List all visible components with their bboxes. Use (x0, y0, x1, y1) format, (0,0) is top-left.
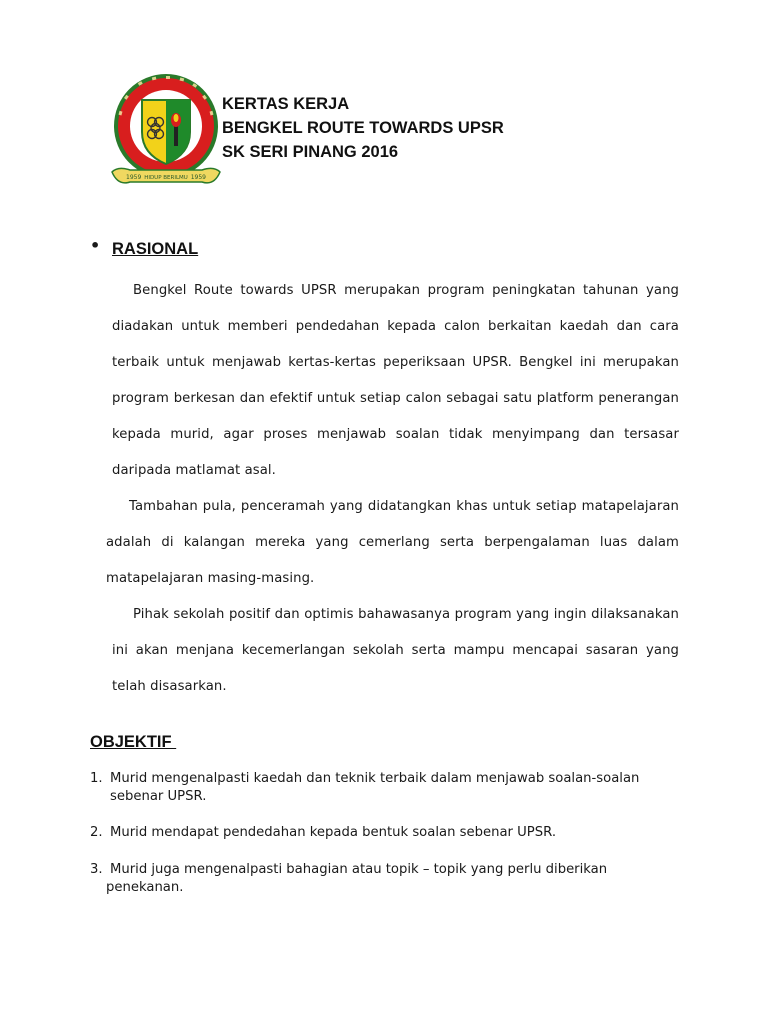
rasional-p3-line-1: Pihak sekolah positif dan optimis bahawasanya program yang ingin dilaksanakan (133, 607, 679, 622)
title-line-2: BENGKEL ROUTE TOWARDS UPSR (222, 119, 504, 137)
svg-text:1959: 1959 (126, 174, 142, 181)
rasional-heading: RASIONAL (112, 240, 199, 258)
svg-text:HIDUP BERILMU: HIDUP BERILMU (144, 175, 188, 181)
rasional-p2-line-1: Tambahan pula, penceramah yang didatangkan khas untuk setiap matapelajaran (129, 499, 679, 514)
svg-text:1959: 1959 (190, 174, 206, 181)
title-line-1: KERTAS KERJA (222, 95, 350, 113)
rasional-p1-line-4: program berkesan dan efektif untuk setiap calon sebagai satu platform penerangan (112, 391, 679, 406)
list-text-line-2: sebenar UPSR. (110, 789, 207, 804)
school-crest-icon (108, 70, 224, 192)
list-text-line-2: penekanan. (106, 880, 184, 895)
list-text-line-1: Murid mengenalpasti kaedah dan teknik terbaik dalam menjawab soalan-soalan (110, 771, 640, 786)
document-title-block (222, 92, 504, 164)
rasional-p1-line-6: daripada matlamat asal. (112, 463, 276, 478)
bullet-icon: • (90, 236, 101, 255)
objektif-item-3 (90, 861, 607, 897)
rasional-p2-line-2: adalah di kalangan mereka yang cemerlang serta berpengalaman luas dalam (106, 535, 679, 550)
rasional-p3-line-3: telah disasarkan. (112, 679, 227, 694)
objektif-item-1 (90, 770, 639, 806)
school-crest-logo (108, 70, 224, 192)
rasional-p1-line-1: Bengkel Route towards UPSR merupakan program peningkatan tahunan yang (133, 283, 679, 298)
list-number: 1. (90, 771, 103, 786)
list-number: 3. (90, 862, 103, 877)
list-number: 2. (90, 825, 103, 840)
objektif-item-2 (90, 824, 556, 842)
rasional-p1-line-5: kepada murid, agar proses menjawab soalan tidak menyimpang dan tersasar (112, 427, 679, 442)
rasional-p1-line-3: terbaik untuk menjawab kertas-kertas peperiksaan UPSR. Bengkel ini merupakan (112, 355, 679, 370)
list-text-line-1: Murid juga mengenalpasti bahagian atau topik – topik yang perlu diberikan (110, 862, 608, 877)
list-text-line-1: Murid mendapat pendedahan kepada bentuk soalan sebenar UPSR. (110, 825, 557, 840)
objektif-heading: OBJEKTIF (90, 733, 177, 751)
title-line-3: SK SERI PINANG 2016 (222, 143, 399, 161)
rasional-p1-line-2: diadakan untuk memberi pendedahan kepada calon berkaitan kaedah dan cara (112, 319, 679, 334)
rasional-p3-line-2: ini akan menjana kecemerlangan sekolah serta mampu mencapai sasaran yang (112, 643, 679, 658)
rasional-p2-line-3: matapelajaran masing-masing. (106, 571, 315, 586)
